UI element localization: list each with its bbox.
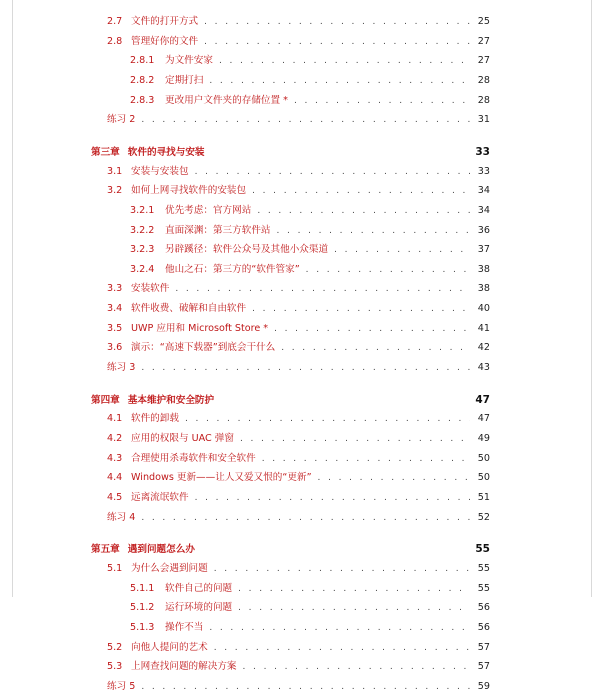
toc-entry-title: 向他人提问的艺术 bbox=[131, 641, 208, 653]
toc-leader-dots bbox=[252, 183, 470, 199]
toc-entry-title: 安装与安装包 bbox=[131, 165, 189, 177]
toc-entry-page: 56 bbox=[477, 621, 490, 633]
toc-entry-title: 为什么会遇到问题 bbox=[131, 562, 208, 574]
toc-leader-dots bbox=[277, 223, 470, 239]
toc-entry-section[interactable] bbox=[107, 34, 490, 50]
toc-entry-page: 40 bbox=[477, 303, 490, 315]
toc-entry-section[interactable] bbox=[107, 490, 490, 506]
toc-leader-dots bbox=[209, 620, 470, 636]
toc-entry-section[interactable] bbox=[107, 561, 490, 577]
toc-entry-page: 57 bbox=[477, 661, 490, 673]
toc-entry-page: 33 bbox=[477, 165, 490, 177]
toc-entry-page: 34 bbox=[477, 185, 490, 197]
toc-entry-number: 3.4 bbox=[107, 303, 123, 315]
toc-entry-title: 优先考虑：官方网站 bbox=[165, 204, 252, 216]
toc-entry-page: 41 bbox=[477, 322, 490, 334]
toc-leader-dots bbox=[209, 73, 470, 89]
toc-leader-dots bbox=[185, 411, 470, 427]
toc-entry-section[interactable] bbox=[107, 340, 490, 356]
toc-entry-page: 38 bbox=[477, 263, 490, 275]
toc-entry-title: 运行环境的问题 bbox=[165, 602, 233, 614]
toc-entry-page: 57 bbox=[477, 641, 490, 653]
toc-entry-title: 软件收费、破解和自由软件 bbox=[131, 303, 247, 315]
toc-entry-subsection[interactable] bbox=[130, 600, 490, 616]
toc-entry-section[interactable] bbox=[107, 640, 490, 656]
toc-entry-title: 应用的权限与 UAC 弹窗 bbox=[131, 433, 234, 444]
toc-leader-dots bbox=[252, 301, 470, 317]
toc-leader-dots bbox=[141, 112, 470, 128]
toc-leader-dots bbox=[141, 510, 470, 526]
toc-entry-number: 3.1 bbox=[107, 165, 123, 177]
toc-leader-dots bbox=[238, 581, 470, 597]
toc-entry-title: 练习 2 bbox=[107, 114, 136, 126]
toc-entry-number: 5.3 bbox=[107, 661, 123, 673]
toc-leader-dots bbox=[281, 340, 470, 356]
toc-entry-chapter[interactable] bbox=[91, 144, 490, 160]
toc-entry-number: 第三章 bbox=[91, 146, 120, 158]
toc-entry-number: 4.3 bbox=[107, 452, 123, 464]
toc-entry-exercise[interactable] bbox=[107, 510, 490, 526]
toc-entry-number: 第五章 bbox=[91, 544, 120, 556]
toc-entry-number: 3.2.3 bbox=[130, 244, 155, 256]
toc-entry-title: 软件自己的问题 bbox=[165, 582, 233, 594]
toc-entry-title: 安装软件 bbox=[131, 283, 170, 295]
toc-entry-title: 直面深渊：第三方软件站 bbox=[165, 224, 271, 236]
toc-entry-title: 基本维护和安全防护 bbox=[127, 394, 215, 406]
toc-leader-dots bbox=[262, 451, 470, 467]
toc-leader-dots bbox=[334, 242, 470, 258]
toc-entry-page: 49 bbox=[477, 433, 490, 444]
toc-leader-dots bbox=[204, 14, 470, 30]
toc-leader-dots bbox=[219, 53, 470, 69]
toc-entry-number: 3.5 bbox=[107, 322, 123, 334]
toc-entry-title: 更改用户文件夹的存储位置 * bbox=[165, 94, 288, 106]
toc-entry-title: UWP 应用和 Microsoft Store * bbox=[131, 322, 269, 334]
toc-entry-title: 如何上网寻找软件的安装包 bbox=[131, 185, 247, 197]
toc-leader-dots bbox=[257, 203, 470, 219]
toc-entry-page: 34 bbox=[477, 204, 490, 216]
toc-entry-number: 4.2 bbox=[107, 433, 123, 444]
toc-entry-page: 27 bbox=[477, 35, 490, 47]
toc-entry-title: 练习 4 bbox=[107, 511, 136, 523]
toc-entry-number: 2.8.2 bbox=[130, 74, 155, 86]
toc-leader-dots bbox=[195, 164, 470, 180]
toc-entry-page: 33 bbox=[475, 145, 490, 158]
toc-entry-page: 47 bbox=[475, 393, 490, 406]
toc-entry-page: 50 bbox=[477, 452, 490, 464]
toc-entry-page: 43 bbox=[477, 362, 490, 374]
toc-entry-subsection[interactable] bbox=[130, 53, 490, 69]
toc-entry-title: 软件的寻找与安装 bbox=[127, 146, 205, 158]
toc-leader-dots bbox=[318, 470, 470, 486]
toc-leader-dots bbox=[214, 561, 470, 577]
toc-entry-title: 练习 3 bbox=[107, 362, 136, 374]
toc-entry-title: 软件的卸载 bbox=[131, 413, 179, 425]
toc-entry-title: 操作不当 bbox=[165, 621, 204, 633]
toc-entry-title: 合理使用杀毒软件和安全软件 bbox=[131, 452, 256, 464]
toc-entry-number: 5.1.3 bbox=[130, 621, 155, 633]
toc-entry-page: 37 bbox=[477, 244, 490, 256]
toc-entry-page: 56 bbox=[477, 602, 490, 614]
toc-entry-page: 25 bbox=[477, 16, 490, 27]
toc-entry-number: 2.7 bbox=[107, 16, 123, 27]
toc-entry-page: 31 bbox=[477, 114, 490, 126]
toc-leader-dots bbox=[238, 600, 470, 616]
toc-entry-chapter[interactable] bbox=[91, 392, 490, 408]
toc-leader-dots bbox=[204, 34, 470, 50]
toc-entry-title: 另辟蹊径：软件公众号及其他小众渠道 bbox=[165, 244, 329, 256]
toc-entry-page: 28 bbox=[477, 94, 490, 106]
toc-entry-section[interactable] bbox=[107, 14, 490, 30]
toc-entry-subsection[interactable] bbox=[130, 93, 490, 109]
toc-entry-number: 5.1.1 bbox=[130, 582, 155, 594]
toc-entry-exercise[interactable] bbox=[107, 679, 490, 695]
toc-leader-dots bbox=[141, 360, 470, 376]
toc-entry-subsection[interactable] bbox=[130, 581, 490, 597]
toc-entry-page: 36 bbox=[477, 224, 490, 236]
toc-entry-title: 远离流氓软件 bbox=[131, 491, 189, 503]
toc-leader-dots bbox=[240, 431, 470, 447]
toc-entry-title: 上网查找问题的解决方案 bbox=[131, 661, 237, 673]
toc-leader-dots bbox=[214, 640, 470, 656]
toc-leader-dots bbox=[294, 93, 470, 109]
toc-entry-section[interactable] bbox=[107, 659, 490, 675]
toc-entry-section[interactable] bbox=[107, 281, 490, 297]
toc-entry-title: Windows 更新——让人又爱又恨的“更新” bbox=[131, 472, 312, 484]
toc-entry-page: 50 bbox=[477, 472, 490, 484]
toc-entry-subsection[interactable] bbox=[130, 223, 490, 239]
toc-entry-title: 练习 5 bbox=[107, 680, 136, 692]
toc-entry-section[interactable] bbox=[107, 301, 490, 317]
toc-entry-number: 3.2.2 bbox=[130, 224, 155, 236]
toc-entry-page: 47 bbox=[477, 413, 490, 425]
toc-entry-number: 2.8 bbox=[107, 35, 123, 47]
toc-entry-section[interactable] bbox=[107, 431, 490, 447]
toc-entry-section[interactable] bbox=[107, 164, 490, 180]
toc-entry-chapter[interactable] bbox=[91, 541, 490, 557]
toc-entry-number: 5.1 bbox=[107, 562, 123, 574]
toc-entry-page: 59 bbox=[477, 680, 490, 692]
toc-leader-dots bbox=[195, 490, 470, 506]
toc-entry-section[interactable] bbox=[107, 470, 490, 486]
toc-entry-number: 3.3 bbox=[107, 283, 123, 295]
toc-entry-section[interactable] bbox=[107, 183, 490, 199]
toc-entry-number: 4.1 bbox=[107, 413, 123, 425]
toc-entry-number: 3.2 bbox=[107, 185, 123, 197]
toc-entry-page: 55 bbox=[475, 543, 490, 556]
toc-entry-page: 38 bbox=[477, 283, 490, 295]
toc-entry-subsection[interactable] bbox=[130, 73, 490, 89]
toc-entry-subsection[interactable] bbox=[130, 203, 490, 219]
toc-entry-page: 27 bbox=[477, 55, 490, 67]
page-border bbox=[12, 0, 592, 597]
toc-entry-section[interactable] bbox=[107, 321, 490, 337]
toc-entry-section[interactable] bbox=[107, 411, 490, 427]
toc-entry-title: 管理好你的文件 bbox=[131, 35, 199, 47]
toc-entry-page: 28 bbox=[477, 74, 490, 86]
toc-entry-number: 2.8.3 bbox=[130, 94, 155, 106]
toc-entry-title: 他山之石：第三方的“软件管家” bbox=[165, 263, 300, 275]
toc-leader-dots bbox=[175, 281, 470, 297]
toc-entry-section[interactable] bbox=[107, 451, 490, 467]
toc-entry-title: 演示：“高速下载器”到底会干什么 bbox=[131, 342, 276, 354]
toc-entry-number: 2.8.1 bbox=[130, 55, 155, 67]
toc-entry-page: 52 bbox=[477, 511, 490, 523]
toc-entry-exercise[interactable] bbox=[107, 112, 490, 128]
toc-entry-page: 55 bbox=[477, 562, 490, 574]
toc-entry-title: 文件的打开方式 bbox=[131, 16, 199, 27]
toc-entry-subsection[interactable] bbox=[130, 620, 490, 636]
toc-entry-number: 3.6 bbox=[107, 342, 123, 354]
toc-entry-number: 第四章 bbox=[91, 394, 120, 406]
toc-entry-number: 3.2.4 bbox=[130, 263, 155, 275]
toc-entry-title: 为文件安家 bbox=[165, 55, 213, 67]
toc-leader-dots bbox=[141, 679, 470, 695]
toc-entry-number: 4.4 bbox=[107, 472, 123, 484]
toc-leader-dots bbox=[274, 321, 470, 337]
toc-entry-page: 55 bbox=[477, 582, 490, 594]
toc-entry-page: 51 bbox=[477, 491, 490, 503]
toc-entry-number: 5.2 bbox=[107, 641, 123, 653]
toc-entry-page: 42 bbox=[477, 342, 490, 354]
toc-entry-exercise[interactable] bbox=[107, 360, 490, 376]
toc-leader-dots bbox=[306, 262, 470, 278]
toc-entry-subsection[interactable] bbox=[130, 242, 490, 258]
toc-entry-number: 4.5 bbox=[107, 491, 123, 503]
toc-leader-dots bbox=[243, 659, 470, 675]
toc-entry-number: 3.2.1 bbox=[130, 204, 155, 216]
toc-entry-title: 定期打扫 bbox=[165, 74, 204, 86]
toc-entry-title: 遇到问题怎么办 bbox=[127, 544, 195, 556]
toc-entry-subsection[interactable] bbox=[130, 262, 490, 278]
toc-entry-number: 5.1.2 bbox=[130, 602, 155, 614]
